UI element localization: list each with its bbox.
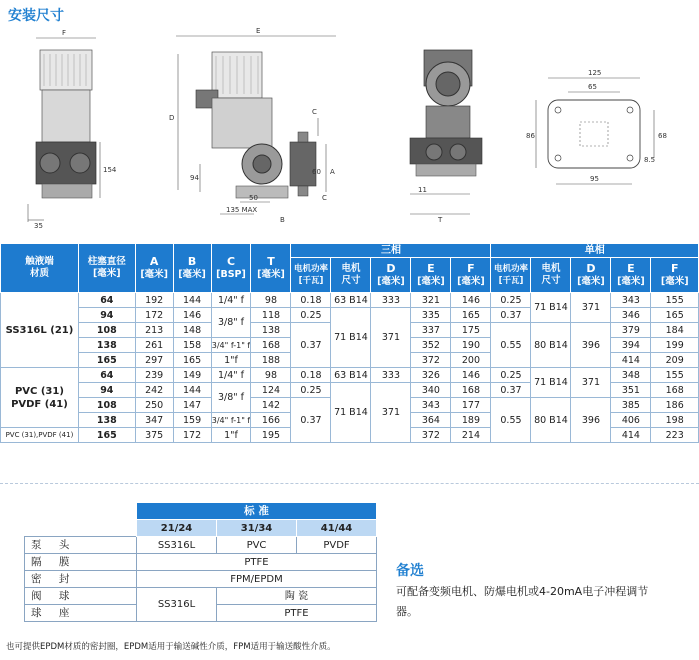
column-31-34: 31/34 [217,520,297,537]
t-cell: 98 [251,368,291,383]
section-divider [0,483,699,484]
table-row [1,368,699,383]
header-motor-1ph: 电机 尺寸 [531,258,571,293]
a-cell: 347 [135,413,173,428]
f-1ph-cell: 199 [651,338,699,353]
pump-head-ss: SS316L [137,537,217,554]
header-B: B [毫米] [173,244,211,293]
material-cell-small: PVC (31),PVDF (41) [1,428,79,443]
dim-F-label: F [62,29,67,37]
e-3ph-cell: 340 [411,383,451,398]
e-3ph-cell: 372 [411,353,451,368]
material-cell: PVC (31) PVDF (41) [1,368,79,428]
b-cell: 144 [173,383,211,398]
t-cell: 195 [251,428,291,443]
base-plate-drawing [526,69,667,184]
f-3ph-cell: 165 [451,308,491,323]
column-41-44: 41/44 [297,520,377,537]
e-1ph-cell: 414 [611,353,651,368]
e-3ph-cell: 326 [411,368,451,383]
plunger-cell: 165 [78,353,135,368]
seal-value: FPM/EPDM [137,571,377,588]
motor-1ph-cell: 80 B14 [531,398,571,443]
dim-A-label: A [330,168,335,176]
t-cell: 98 [251,293,291,308]
dim-135max-label: 135 MAX [226,206,258,214]
e-1ph-cell: 346 [611,308,651,323]
e-3ph-cell: 335 [411,308,451,323]
f-3ph-cell: 214 [451,428,491,443]
plunger-cell: 138 [78,338,135,353]
a-cell: 375 [135,428,173,443]
motor-1ph-cell: 71 B14 [531,293,571,323]
header-three-phase: 三相 [291,244,491,258]
header-E-3ph: E [毫米] [411,258,451,293]
power-1ph-cell: 0.37 [491,383,531,398]
motor-3ph-cell: 63 B14 [331,293,371,308]
dim-E-label: E [256,27,261,35]
f-1ph-cell: 186 [651,398,699,413]
dim-68-label: 68 [658,132,667,140]
power-3ph-cell: 0.18 [291,368,331,383]
dim-C-top-label: C [312,108,317,116]
header-F-3ph: F [毫米] [451,258,491,293]
dim-11-label: 11 [418,186,427,194]
page-title: 安装尺寸 [8,8,64,24]
header-A: A [毫米] [135,244,173,293]
front-view-drawing [28,29,117,230]
dim-D-label: D [169,114,175,122]
dim-60-label: 60 [312,168,321,176]
plunger-cell: 64 [78,368,135,383]
options-text: 可配备变频电机、防爆电机或4-20mA电子冲程调节器。 [396,585,649,618]
b-cell: 172 [173,428,211,443]
c-cell: 1"f [211,353,251,368]
power-1ph-cell: 0.25 [491,293,531,308]
column-21-24: 21/24 [137,520,217,537]
d-3ph-cell: 371 [371,308,411,368]
row-label-valve-seat: 球 座 [25,605,137,622]
a-cell: 192 [135,293,173,308]
power-3ph-cell: 0.25 [291,308,331,323]
header-T: T [毫米] [251,244,291,293]
f-3ph-cell: 177 [451,398,491,413]
c-cell: 3/8" f [211,383,251,413]
c-cell: 3/4" f-1" f [211,338,251,353]
valve-seat-value: PTFE [217,605,377,622]
dim-86-label: 86 [526,132,535,140]
f-1ph-cell: 184 [651,323,699,338]
options-title: 备选 [396,563,424,579]
header-power-3ph: 电机功率 [千瓦] [291,258,331,293]
t-cell: 166 [251,413,291,428]
side-view-drawing [169,27,336,224]
header-D-1ph: D [毫米] [571,258,611,293]
plunger-cell: 108 [78,323,135,338]
e-3ph-cell: 321 [411,293,451,308]
t-cell: 138 [251,323,291,338]
e-3ph-cell: 343 [411,398,451,413]
header-power-1ph: 电机功率 [千瓦] [491,258,531,293]
power-3ph-cell: 0.37 [291,398,331,443]
d-3ph-cell: 333 [371,368,411,383]
f-3ph-cell: 146 [451,293,491,308]
standard-materials-table [24,502,377,622]
c-cell: 1/4" f [211,293,251,308]
material-cell: SS316L (21) [1,293,79,368]
f-1ph-cell: 155 [651,368,699,383]
a-cell: 250 [135,398,173,413]
c-cell: 1/4" f [211,368,251,383]
d-1ph-cell: 396 [571,398,611,443]
e-3ph-cell: 364 [411,413,451,428]
a-cell: 261 [135,338,173,353]
motor-3ph-cell: 63 B14 [331,368,371,383]
e-1ph-cell: 414 [611,428,651,443]
valve-ss-value: SS316L [137,588,217,622]
plunger-cell: 94 [78,383,135,398]
dimension-table [0,243,699,443]
row-label-pump-head: 泵 头 [25,537,137,554]
f-3ph-cell: 200 [451,353,491,368]
f-3ph-cell: 190 [451,338,491,353]
e-1ph-cell: 406 [611,413,651,428]
f-3ph-cell: 146 [451,368,491,383]
group-header-row [1,244,699,258]
plunger-cell: 94 [78,308,135,323]
header-C: C [BSP] [211,244,251,293]
f-1ph-cell: 165 [651,308,699,323]
pump-head-pvc: PVC [217,537,297,554]
f-1ph-cell: 198 [651,413,699,428]
header-single-phase: 单相 [491,244,699,258]
f-1ph-cell: 209 [651,353,699,368]
a-cell: 242 [135,383,173,398]
blank-cell [25,520,137,537]
d-3ph-cell: 333 [371,293,411,308]
motor-1ph-cell: 80 B14 [531,323,571,368]
a-cell: 239 [135,368,173,383]
table-row [1,293,699,308]
f-3ph-cell: 168 [451,383,491,398]
d-3ph-cell: 371 [371,383,411,443]
e-3ph-cell: 372 [411,428,451,443]
header-E-1ph: E [毫米] [611,258,651,293]
e-1ph-cell: 379 [611,323,651,338]
dim-C-bottom-label: C [322,194,327,202]
c-cell: 3/8" f [211,308,251,338]
table-row [25,571,377,588]
d-1ph-cell: 371 [571,368,611,398]
header-F-1ph: F [毫米] [651,258,699,293]
power-3ph-cell: 0.37 [291,323,331,368]
dim-8.5-label: 8.5 [644,156,656,164]
f-1ph-cell: 223 [651,428,699,443]
header-material: 触液端 材质 [1,244,79,293]
f-3ph-cell: 189 [451,413,491,428]
power-1ph-cell: 0.37 [491,308,531,323]
table-row [25,554,377,571]
b-cell: 148 [173,323,211,338]
d-1ph-cell: 396 [571,323,611,368]
dim-125-label: 125 [588,69,602,77]
b-cell: 159 [173,413,211,428]
row-label-valve-ball: 阀 球 [25,588,137,605]
header-plunger: 柱塞直径 [毫米] [78,244,135,293]
plunger-cell: 165 [78,428,135,443]
t-cell: 118 [251,308,291,323]
e-1ph-cell: 394 [611,338,651,353]
dim-T-label: T [438,216,443,224]
plunger-cell: 108 [78,398,135,413]
standard-header: 标 准 [137,503,377,520]
valve-ball-value: 陶 瓷 [217,588,377,605]
e-1ph-cell: 348 [611,368,651,383]
row-label-seal: 密 封 [25,571,137,588]
dim-B-label: B [280,216,285,224]
installation-drawings [0,24,699,236]
blank-cell [25,503,137,520]
motor-1ph-cell: 71 B14 [531,368,571,398]
end-view-drawing [410,50,482,224]
motor-3ph-cell: 71 B14 [331,308,371,368]
table-row [25,588,377,605]
motor-3ph-cell: 71 B14 [331,383,371,443]
c-cell: 1"f [211,428,251,443]
pump-head-pvdf: PVDF [297,537,377,554]
a-cell: 172 [135,308,173,323]
e-1ph-cell: 385 [611,398,651,413]
a-cell: 297 [135,353,173,368]
t-cell: 124 [251,383,291,398]
dim-154-label: 154 [103,166,117,174]
b-cell: 158 [173,338,211,353]
b-cell: 147 [173,398,211,413]
t-cell: 168 [251,338,291,353]
row-label-diaphragm: 隔 膜 [25,554,137,571]
dim-94-label: 94 [190,174,199,182]
b-cell: 165 [173,353,211,368]
b-cell: 149 [173,368,211,383]
e-1ph-cell: 343 [611,293,651,308]
power-3ph-cell: 0.18 [291,293,331,308]
t-cell: 188 [251,353,291,368]
power-1ph-cell: 0.55 [491,323,531,368]
c-cell: 3/4" f-1" f [211,413,251,428]
b-cell: 146 [173,308,211,323]
d-1ph-cell: 371 [571,293,611,323]
plunger-cell: 138 [78,413,135,428]
b-cell: 144 [173,293,211,308]
a-cell: 213 [135,323,173,338]
dim-95-label: 95 [590,175,599,183]
dim-35-label: 35 [34,222,43,230]
dim-50-label: 50 [249,194,258,202]
power-1ph-cell: 0.25 [491,368,531,383]
dim-65-label: 65 [588,83,597,91]
f-1ph-cell: 155 [651,293,699,308]
t-cell: 142 [251,398,291,413]
diaphragm-value: PTFE [137,554,377,571]
power-3ph-cell: 0.25 [291,383,331,398]
header-D-3ph: D [毫米] [371,258,411,293]
header-motor-3ph: 电机 尺寸 [331,258,371,293]
e-3ph-cell: 352 [411,338,451,353]
e-3ph-cell: 337 [411,323,451,338]
e-1ph-cell: 351 [611,383,651,398]
f-1ph-cell: 168 [651,383,699,398]
plunger-cell: 64 [78,293,135,308]
footnote: 也可提供EPDM材质的密封圈，EPDM适用于输送碱性介质，FPM适用于输送酸性介质。 [6,642,336,652]
power-1ph-cell: 0.55 [491,398,531,443]
table-row [25,537,377,554]
f-3ph-cell: 175 [451,323,491,338]
